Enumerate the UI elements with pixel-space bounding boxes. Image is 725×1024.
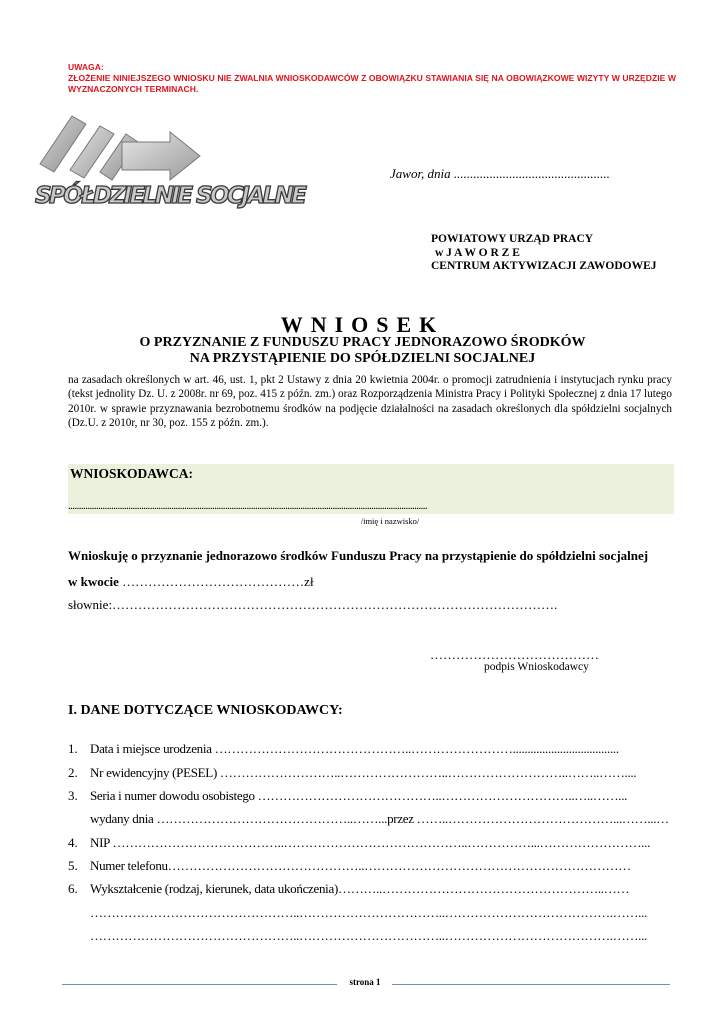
row-number: 5.: [68, 858, 78, 873]
row-text: …………………………………………..……………………………..………………………………….……...: [90, 928, 648, 943]
spoldzielnie-socjalne-logo: [30, 112, 320, 212]
footer-rule-right: [392, 984, 670, 985]
row-number: 1.: [68, 741, 78, 756]
row-text: …………………………………………..……………………………..………………………………….……...: [90, 905, 648, 920]
row-text: Seria i numer dowodu osobistego ……………………………………..…………………………..…..……...: [90, 788, 628, 803]
applicant-data-row[interactable]: [68, 928, 672, 944]
applicant-data-row[interactable]: [68, 741, 672, 757]
row-text: Data i miejsce urodzenia ………………………………………..……………………....................................: [90, 741, 619, 756]
signature-caption: podpis Wnioskodawcy: [484, 661, 589, 673]
warning-heading: UWAGA:: [68, 62, 104, 72]
section-1-title: I. DANE DOTYCZĄCE WNIOSKODAWCY:: [68, 703, 343, 718]
logo-arrows-icon: [30, 112, 320, 212]
document-title: WNIOSEK: [280, 312, 445, 337]
row-number: 2.: [68, 765, 78, 780]
applicant-data-row[interactable]: [68, 765, 672, 781]
amount-field[interactable]: ……………………………………zł: [118, 574, 314, 589]
office-address: [431, 233, 657, 274]
warning-body: ZŁOŻENIE NINIEJSZEGO WNIOSKU NIE ZWALNIA WNIOSKODAWCÓW Z OBOWIĄZKU STAWIANIA SIĘ NA OBOWIĄZKOWE WIZYTY W URZĘDZIE W WYZNACZONYCH TERMINACH.: [68, 73, 676, 94]
document-subtitle: [0, 335, 725, 367]
row-text: Nr ewidencyjny (PESEL) ………………………..……………………..………………………..……..……....: [90, 765, 637, 780]
logo-text: SPÓŁDZIELNIE SOCJALNE: [35, 183, 307, 209]
row-number: 6.: [68, 881, 78, 896]
office-line-1: POWIATOWY URZĄD PRACY: [431, 233, 594, 245]
row-text: Numer telefonu………………………………………..………………………………………………………: [90, 858, 631, 873]
subtitle-line-2: NA PRZYSTĄPIENIE DO SPÓŁDZIELNI SOCJALNEJ: [189, 351, 536, 366]
applicant-caption: /imię i nazwisko/: [360, 516, 420, 526]
applicant-data-row[interactable]: [68, 858, 672, 874]
place-date-line[interactable]: Jawor, dnia ................................................: [390, 166, 610, 181]
amount-label: w kwocie: [68, 574, 119, 589]
legal-basis: na zasadach określonych w art. 46, ust. 1, pkt 2 Ustawy z dnia 20 kwietnia 2004r. o promocji zatrudnienia i instytucjach rynku pracy (tekst jednolity Dz. U. z 2008r. nr 69, poz. 415 z późn. zm.) oraz Rozporządzenia Ministra Pracy i Polityki Społecznej z dnia 17 lutego 2010r. w sprawie przyznawania bezrobotnemu środków na podjęcie działalności na zasadach określonych dla spółdzielni socjalnych (Dz.U. z 2010r, nr 30, poz. 155 z późn. zm.).: [68, 374, 672, 429]
applicant-data-row[interactable]: [68, 835, 672, 851]
subtitle-line-1: O PRZYZNANIE Z FUNDUSZU PRACY JEDNORAZOWO ŚRODKÓW: [139, 335, 586, 350]
amount-in-words-field[interactable]: słownie:………………………………………………………………………………………….: [68, 597, 558, 612]
applicant-data-row[interactable]: [68, 905, 672, 921]
row-text: NIP …………………………………..……………………………………..……………...……………………...: [90, 835, 651, 850]
page-number: strona 1: [349, 977, 381, 987]
office-line-3: CENTRUM AKTYWIZACJI ZAWODOWEJ: [431, 260, 657, 272]
applicant-name-field[interactable]: .......................................................................................................................................................................: [68, 500, 428, 512]
request-text: Wnioskuję o przyznanie jednorazowo środków Funduszu Pracy na przystąpienie do spółdzielni socjalnej: [68, 548, 649, 563]
warning-notice: [68, 62, 676, 95]
row-text: wydany dnia ………………………………………..……...przez ……..…………………………………...……...…: [90, 811, 669, 826]
applicant-data-row[interactable]: [68, 788, 672, 804]
row-text: Wykształcenie (rodzaj, kierunek, data ukończenia)………..……………………………………………..……: [90, 881, 630, 896]
signature-field[interactable]: …………………………………: [430, 647, 599, 662]
applicant-data-row[interactable]: [68, 811, 672, 827]
amount-row: [68, 574, 314, 590]
row-number: 3.: [68, 788, 78, 803]
applicant-label: WNIOSKODAWCA:: [70, 466, 194, 481]
footer-rule-left: [62, 984, 337, 985]
applicant-data-row[interactable]: [68, 881, 672, 897]
row-number: 4.: [68, 835, 78, 850]
office-line-2: w J A W O R Z E: [435, 246, 520, 259]
